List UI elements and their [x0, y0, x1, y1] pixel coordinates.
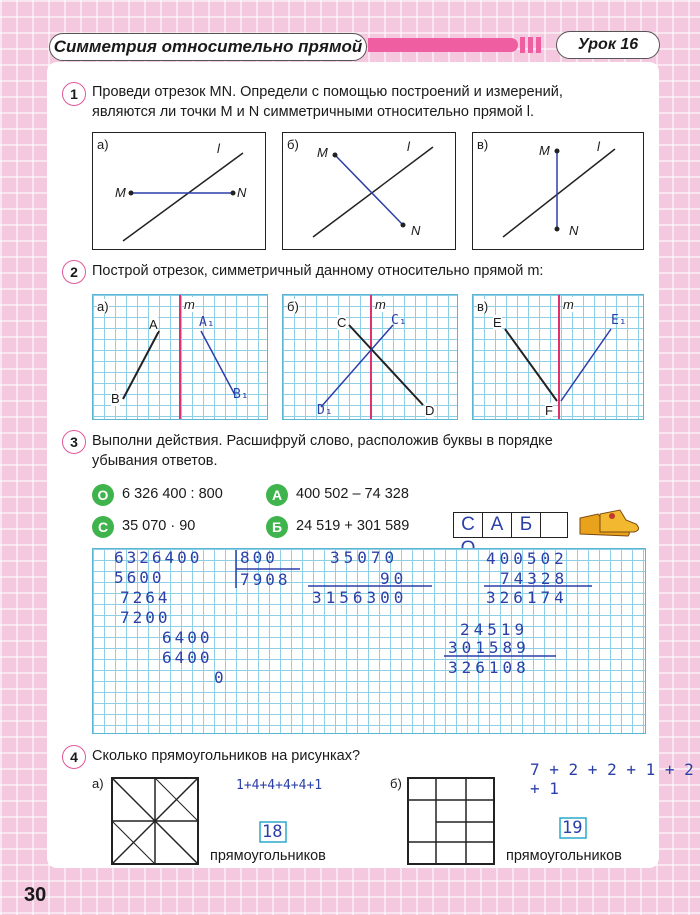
point-label-hand: D₁	[317, 403, 333, 418]
letter-badge: О	[92, 484, 114, 506]
point-m-label: M	[539, 143, 550, 158]
point-label: B	[111, 391, 120, 406]
multiplication-operand: 90	[380, 569, 408, 588]
point-label: E	[493, 315, 502, 330]
task-4-text: Сколько прямоугольников на рисунках?	[92, 748, 361, 764]
panel-label: а)	[97, 137, 109, 152]
multiplication-result: 3156300	[312, 588, 408, 607]
task-3-text-line1: Выполни действия. Расшифруй слово, расположив буквы в порядке	[92, 433, 553, 449]
point-label: A	[149, 317, 158, 332]
subtraction-result: 326174	[486, 588, 568, 607]
task-4-number: 4	[62, 745, 86, 769]
point-label-hand: E₁	[611, 313, 627, 328]
axis-m-label: m	[375, 297, 386, 312]
letter-badge: А	[266, 484, 288, 506]
axis-m-label: m	[184, 297, 195, 312]
point-label-hand: B₁	[233, 387, 249, 402]
page-number: 30	[24, 884, 47, 906]
task-2-number: 2	[62, 260, 86, 284]
line-l-label: l	[217, 141, 220, 156]
axis-m-label: m	[563, 297, 574, 312]
letter-badge: Б	[266, 516, 288, 538]
point-label: F	[545, 403, 553, 418]
answer-letter: Б	[512, 513, 541, 537]
quotient: 7908	[240, 570, 291, 589]
task-4-a-caption: прямоугольников	[210, 848, 326, 864]
page-title: Симметрия относительно прямой	[49, 33, 367, 61]
subtraction-operand: 74328	[500, 569, 569, 588]
point-label: D	[425, 403, 435, 418]
expression: 400 502 – 74 328	[296, 486, 409, 502]
point-label: C	[337, 315, 347, 330]
task-2-text: Построй отрезок, симметричный данному относительно прямой m:	[92, 263, 544, 279]
line-l-label: l	[597, 139, 600, 154]
expression: 35 070 · 90	[122, 518, 196, 534]
task-3-text-line2: убывания ответов.	[92, 453, 218, 469]
addition-operand: 301589	[448, 638, 530, 657]
panel-label: б)	[287, 299, 299, 314]
panel-label: а)	[97, 299, 109, 314]
panel-label: в)	[477, 299, 489, 314]
task-4-label-b: б)	[390, 776, 402, 791]
addition-operand: 24519	[460, 620, 529, 639]
task-4-a-answer[interactable]: 18	[262, 822, 283, 842]
task-4-label-a: а)	[92, 776, 104, 791]
task-3-number: 3	[62, 430, 86, 454]
task-4-b-answer[interactable]: 19	[562, 818, 583, 838]
expression: 6 326 400 : 800	[122, 486, 223, 502]
point-n-label: N	[411, 223, 421, 238]
answer-letter: С	[454, 513, 483, 537]
point-label-hand: C₁	[391, 313, 407, 328]
panel-label: в)	[477, 137, 489, 152]
task-4-b-caption: прямоугольников	[506, 848, 622, 864]
addition-result: 326108	[448, 658, 530, 677]
multiplication-operand: 35070	[330, 548, 399, 567]
answer-letter: А	[483, 513, 512, 537]
divisor: 800	[240, 548, 278, 567]
line-l-label: l	[407, 139, 410, 154]
panel-label: б)	[287, 137, 299, 152]
expression: 24 519 + 301 589	[296, 518, 410, 534]
lesson-label: Урок 16	[556, 31, 660, 59]
task-1-number: 1	[62, 82, 86, 106]
task-4-a-work: 1+4+4+4+4+1	[236, 778, 323, 793]
task-1-text-line2: являются ли точки M и N симметричными относительно прямой l.	[92, 104, 535, 120]
letter-badge: С	[92, 516, 114, 538]
point-n-label: N	[237, 185, 247, 200]
point-m-label: M	[317, 145, 328, 160]
point-n-label: N	[569, 223, 579, 238]
point-label-hand: A₁	[199, 315, 215, 330]
division-work: 6326400 5600 7264 7200 6400 6400 0	[114, 548, 227, 687]
task-1-text-line1: Проведи отрезок MN. Определи с помощью построений и измерений,	[92, 84, 563, 100]
task-4-b-work: 7 + 2 + 2 + 1 + 2 + 1	[530, 760, 694, 798]
subtraction-operand: 400502	[486, 549, 568, 568]
point-m-label: M	[115, 185, 126, 200]
